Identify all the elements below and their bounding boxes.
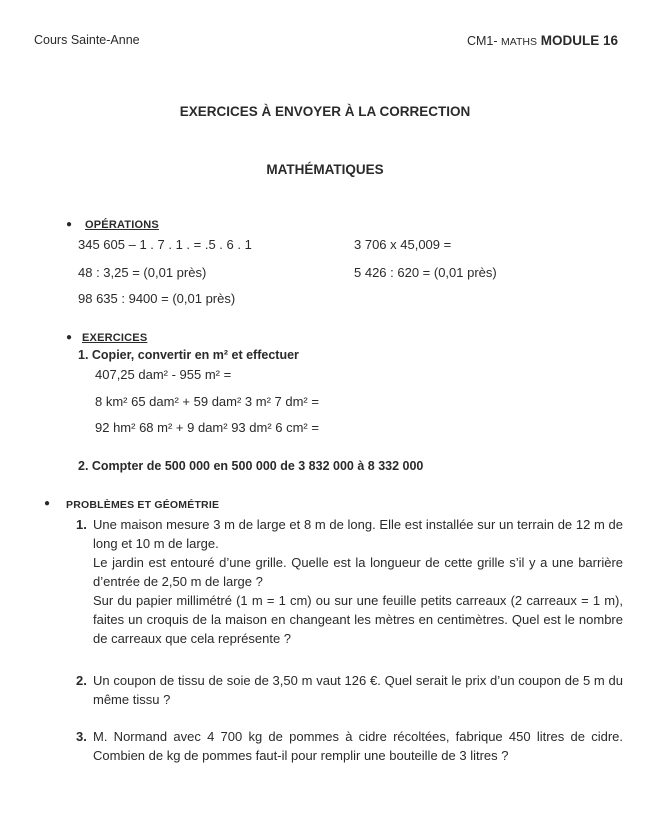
problem-text: Le jardin est entouré d’une grille. Quelle est la longueur de cette grille s’il y a une barrière d’entrée de 2,50 m de large ? [93,555,623,589]
class-prefix: CM1- [466,34,501,48]
exercise-line: 8 km² 65 dam² + 59 dam² 3 m² 7 dm² = [95,394,319,409]
page-title: EXERCICES À ENVOYER À LA CORRECTION [179,104,471,119]
school-name: Cours Sainte-Anne [34,33,140,47]
page-subtitle: MATHÉMATIQUES [266,162,384,177]
problem-number: 2. [76,673,87,688]
operation-line: 48 : 3,25 = (0,01 près) [78,265,207,280]
problem-2 [76,671,623,709]
exercise-line: 407,25 dam² - 955 m² = [95,367,232,382]
problem-1 [76,515,623,648]
problem-text: Sur du papier millimétré (1 m = 1 cm) ou sur une feuille petits carreaux (2 carreaux = 1 m), faites un croquis de la maison en changeant les mètres en centimètres. Quel est le nombre de carreaux que cela représente ? [93,593,623,646]
bullet-icon: ● [66,332,73,343]
class-module: MODULE 16 [536,33,618,48]
problem-number: 3. [76,729,87,744]
exercise-1-title: 1. Copier, convertir en m² et effectuer [78,348,299,362]
class-maths: MATHS [501,36,537,48]
problem-text: M. Normand avec 4 700 kg de pommes à cidre récoltées, fabrique 450 litres de cidre. Combien de kg de pommes faut-il pour remplir une bouteille de 3 litres ? [93,729,623,763]
problem-number: 1. [76,517,87,532]
operation-line: 5 426 : 620 = (0,01 près) [354,265,497,280]
operation-line: 98 635 : 9400 = (0,01 près) [78,291,236,306]
problem-text: Un coupon de tissu de soie de 3,50 m vaut 126 €. Quel serait le prix d’un coupon de 5 m du même tissu ? [93,673,623,707]
bullet-icon: ● [44,498,51,509]
operations-heading: OPÉRATIONS [85,219,159,231]
bullet-icon: ● [66,219,73,230]
exercices-heading: EXERCICES [82,332,148,344]
problem-3 [76,727,623,765]
operation-line: 345 605 – 1 . 7 . 1 . = .5 . 6 . 1 [78,237,252,252]
problems-heading: PROBLÈMES ET GÉOMÉTRIE [66,499,220,511]
problem-text: Une maison mesure 3 m de large et 8 m de long. Elle est installée sur un terrain de 12 m de long et 10 m de large. [93,517,623,551]
exercise-line: 92 hm² 68 m² + 9 dam² 93 dm² 6 cm² = [95,420,319,435]
operation-line: 3 706 x 45,009 = [354,237,452,252]
module-label [467,33,618,48]
exercise-2-title: 2. Compter de 500 000 en 500 000 de 3 832 000 à 8 332 000 [78,459,424,473]
